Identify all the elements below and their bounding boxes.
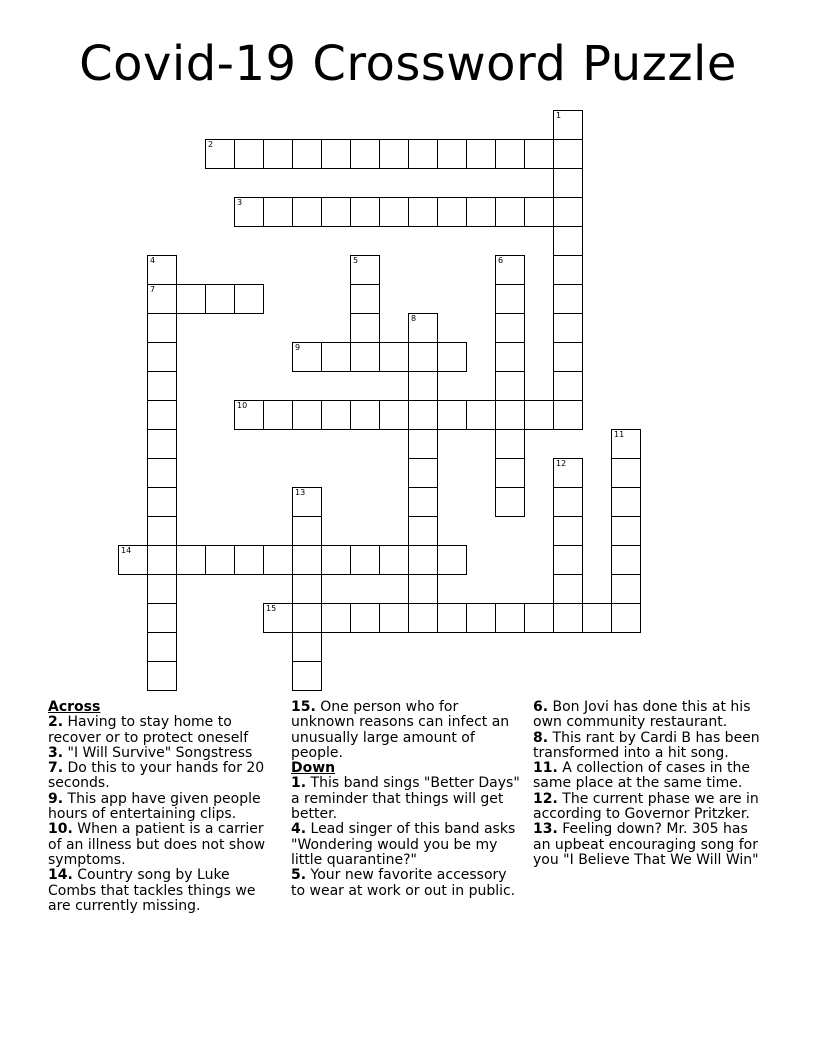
- crossword-cell[interactable]: [321, 139, 351, 169]
- crossword-cell[interactable]: [147, 429, 177, 459]
- crossword-cell[interactable]: [524, 197, 554, 227]
- crossword-cell[interactable]: [292, 545, 322, 575]
- crossword-cell[interactable]: [350, 284, 380, 314]
- crossword-cell[interactable]: [437, 400, 467, 430]
- crossword-cell[interactable]: [292, 632, 322, 662]
- clue-across-7: 7. Do this to your hands for 20 seconds.: [48, 760, 265, 792]
- page-title: Covid-19 Crossword Puzzle: [79, 36, 737, 92]
- clue-number: 3: [237, 198, 243, 207]
- crossword-cell[interactable]: [553, 400, 583, 430]
- clue-number: 2: [208, 140, 214, 149]
- crossword-cell[interactable]: [379, 197, 409, 227]
- crossword-cell[interactable]: [205, 139, 235, 169]
- crossword-cell[interactable]: [495, 284, 525, 314]
- crossword-cell[interactable]: [263, 400, 293, 430]
- crossword-cell[interactable]: [553, 371, 583, 401]
- crossword-cell[interactable]: [611, 516, 641, 546]
- clue-number: 15: [266, 604, 277, 613]
- crossword-cell[interactable]: [611, 487, 641, 517]
- crossword-cell[interactable]: [321, 342, 351, 372]
- crossword-cell[interactable]: [234, 139, 264, 169]
- crossword-cell[interactable]: [408, 197, 438, 227]
- clue-column-1: [48, 700, 276, 914]
- clue-number: 7: [150, 285, 156, 294]
- crossword-cell[interactable]: [147, 545, 177, 575]
- crossword-cell[interactable]: [408, 342, 438, 372]
- crossword-cell[interactable]: [263, 603, 293, 633]
- crossword-cell[interactable]: [466, 603, 496, 633]
- clue-number: 6: [498, 256, 504, 265]
- crossword-cell[interactable]: [553, 516, 583, 546]
- crossword-cell[interactable]: [350, 255, 380, 285]
- crossword-cell[interactable]: [234, 284, 264, 314]
- crossword-cell[interactable]: [379, 603, 409, 633]
- clue-number: 1: [556, 111, 562, 120]
- crossword-cell[interactable]: [495, 371, 525, 401]
- crossword-cell[interactable]: [524, 603, 554, 633]
- clue-down-13: 13. Feeling down? Mr. 305 has an upbeat encouraging song for you "I Believe That We Will Win": [533, 821, 759, 868]
- crossword-cell[interactable]: [147, 487, 177, 517]
- crossword-cell[interactable]: [553, 255, 583, 285]
- crossword-cell[interactable]: [466, 400, 496, 430]
- crossword-cell[interactable]: [553, 226, 583, 256]
- crossword-cell[interactable]: [611, 574, 641, 604]
- crossword-cell[interactable]: [524, 139, 554, 169]
- crossword-cell[interactable]: [321, 603, 351, 633]
- crossword-cell[interactable]: [408, 603, 438, 633]
- clue-across-2: 2. Having to stay home to recover or to protect oneself: [48, 714, 249, 746]
- clue-across-3: 3. "I Will Survive" Songstress: [48, 744, 253, 761]
- crossword-cell[interactable]: [263, 197, 293, 227]
- clue-number: 13: [295, 488, 306, 497]
- crossword-cell[interactable]: [292, 661, 322, 691]
- crossword-cell[interactable]: [408, 487, 438, 517]
- crossword-cell[interactable]: [350, 313, 380, 343]
- crossword-cell[interactable]: [350, 545, 380, 575]
- crossword-cell[interactable]: [350, 139, 380, 169]
- clue-down-8: 8. This rant by Cardi B has been transformed into a hit song.: [533, 729, 760, 761]
- crossword-cell[interactable]: [495, 603, 525, 633]
- crossword-cell[interactable]: [582, 603, 612, 633]
- crossword-cell[interactable]: [292, 342, 322, 372]
- crossword-cell[interactable]: [408, 545, 438, 575]
- crossword-cell[interactable]: [611, 458, 641, 488]
- clue-across-9: 9. This app have given people hours of entertaining clips.: [48, 790, 261, 823]
- clue-down-4: 4. Lead singer of this band asks "Wondering would you be my little quarantine?": [291, 821, 516, 868]
- crossword-cell[interactable]: [234, 545, 264, 575]
- clue-number: 9: [295, 343, 301, 352]
- crossword-cell[interactable]: [147, 458, 177, 488]
- crossword-cell[interactable]: [321, 400, 351, 430]
- clue-column-3: [533, 700, 763, 868]
- crossword-cell[interactable]: [379, 400, 409, 430]
- crossword-cell[interactable]: [408, 371, 438, 401]
- crossword-cell[interactable]: [263, 139, 293, 169]
- clue-number: 14: [121, 546, 132, 555]
- crossword-cell[interactable]: [292, 516, 322, 546]
- crossword-cell[interactable]: [553, 603, 583, 633]
- crossword-cell[interactable]: [205, 284, 235, 314]
- crossword-cell[interactable]: [292, 400, 322, 430]
- crossword-cell[interactable]: [437, 197, 467, 227]
- crossword-cell[interactable]: [611, 545, 641, 575]
- crossword-cell[interactable]: [437, 545, 467, 575]
- clue-number: 5: [353, 256, 359, 265]
- clue-down-11: 11. A collection of cases in the same place at the same time.: [533, 760, 750, 792]
- clue-column-2: [291, 700, 525, 899]
- crossword-cell[interactable]: [553, 574, 583, 604]
- crossword-cell[interactable]: [495, 139, 525, 169]
- crossword-cell[interactable]: [437, 342, 467, 372]
- crossword-cell[interactable]: [408, 400, 438, 430]
- clue-number: 11: [614, 430, 625, 439]
- crossword-cell[interactable]: [495, 487, 525, 517]
- crossword-cell[interactable]: [553, 139, 583, 169]
- crossword-cell[interactable]: [553, 342, 583, 372]
- crossword-cell[interactable]: [524, 400, 554, 430]
- crossword-cell[interactable]: [408, 516, 438, 546]
- crossword-cell[interactable]: [147, 313, 177, 343]
- crossword-cell[interactable]: [379, 545, 409, 575]
- crossword-cell[interactable]: [437, 139, 467, 169]
- crossword-cell[interactable]: [408, 429, 438, 459]
- crossword-cell[interactable]: [553, 545, 583, 575]
- crossword-cell[interactable]: [147, 371, 177, 401]
- crossword-cell[interactable]: [147, 400, 177, 430]
- clue-across-14: 14. Country song by Luke Combs that tackles things we are currently missing.: [48, 867, 256, 914]
- crossword-cell[interactable]: [408, 574, 438, 604]
- crossword-cell[interactable]: [292, 197, 322, 227]
- crossword-cell[interactable]: [379, 139, 409, 169]
- crossword-cell[interactable]: [553, 313, 583, 343]
- crossword-cell[interactable]: [147, 632, 177, 662]
- crossword-cell[interactable]: [147, 574, 177, 604]
- crossword-cell[interactable]: [553, 110, 583, 140]
- across-heading: Across: [48, 699, 101, 715]
- crossword-cell[interactable]: [147, 661, 177, 691]
- crossword-cell[interactable]: [495, 458, 525, 488]
- clue-number: 10: [237, 401, 248, 410]
- crossword-cell[interactable]: [466, 139, 496, 169]
- crossword-cell[interactable]: [553, 487, 583, 517]
- crossword-cell[interactable]: [234, 400, 264, 430]
- crossword-cell[interactable]: [553, 197, 583, 227]
- crossword-cell[interactable]: [350, 603, 380, 633]
- crossword-cell[interactable]: [408, 458, 438, 488]
- clue-down-5: 5. Your new favorite accessory to wear at work or out in public.: [291, 867, 516, 899]
- crossword-cell[interactable]: [408, 313, 438, 343]
- crossword-cell[interactable]: [147, 255, 177, 285]
- clue-down-6: 6. Bon Jovi has done this at his own community restaurant.: [533, 699, 751, 731]
- crossword-cell[interactable]: [350, 400, 380, 430]
- crossword-cell[interactable]: [379, 342, 409, 372]
- crossword-cell[interactable]: [495, 429, 525, 459]
- crossword-cell[interactable]: [118, 545, 148, 575]
- crossword-cell[interactable]: [176, 545, 206, 575]
- crossword-cell[interactable]: [611, 603, 641, 633]
- crossword-cell[interactable]: [495, 342, 525, 372]
- crossword-cell[interactable]: [147, 284, 177, 314]
- clue-across-10: 10. When a patient is a carrier of an illness but does not show symptoms.: [48, 821, 266, 868]
- clue-number: 8: [411, 314, 417, 323]
- clue-down-1: 1. This band sings "Better Days" a reminder that things will get better.: [291, 775, 520, 823]
- crossword-cell[interactable]: [611, 429, 641, 459]
- crossword-cell[interactable]: [176, 284, 206, 314]
- crossword-cell[interactable]: [147, 603, 177, 633]
- crossword-cell[interactable]: [292, 139, 322, 169]
- crossword-cell[interactable]: [205, 545, 235, 575]
- crossword-cell[interactable]: [292, 574, 322, 604]
- crossword-cell[interactable]: [495, 197, 525, 227]
- clue-number: 4: [150, 256, 156, 265]
- crossword-cell[interactable]: [553, 284, 583, 314]
- crossword-cell[interactable]: [350, 197, 380, 227]
- crossword-cell[interactable]: [147, 516, 177, 546]
- crossword-cell[interactable]: [437, 603, 467, 633]
- crossword-cell[interactable]: [321, 197, 351, 227]
- clue-number: 12: [556, 459, 567, 468]
- crossword-cell[interactable]: [292, 487, 322, 517]
- crossword-cell[interactable]: [495, 313, 525, 343]
- crossword-cell[interactable]: [466, 197, 496, 227]
- clue-across-15: 15. One person who for unknown reasons can infect an unusually large amount of people.: [291, 699, 510, 761]
- crossword-cell[interactable]: [350, 342, 380, 372]
- crossword-cell[interactable]: [292, 603, 322, 633]
- crossword-cell[interactable]: [234, 197, 264, 227]
- crossword-cell[interactable]: [553, 168, 583, 198]
- crossword-cell[interactable]: [553, 458, 583, 488]
- crossword-cell[interactable]: [495, 400, 525, 430]
- crossword-cell[interactable]: [321, 545, 351, 575]
- clue-down-12: 12. The current phase we are in according to Governor Pritzker.: [533, 790, 759, 823]
- crossword-cell[interactable]: [263, 545, 293, 575]
- crossword-cell[interactable]: [495, 255, 525, 285]
- crossword-cell[interactable]: [147, 342, 177, 372]
- down-heading: Down: [291, 760, 336, 777]
- crossword-cell[interactable]: [408, 139, 438, 169]
